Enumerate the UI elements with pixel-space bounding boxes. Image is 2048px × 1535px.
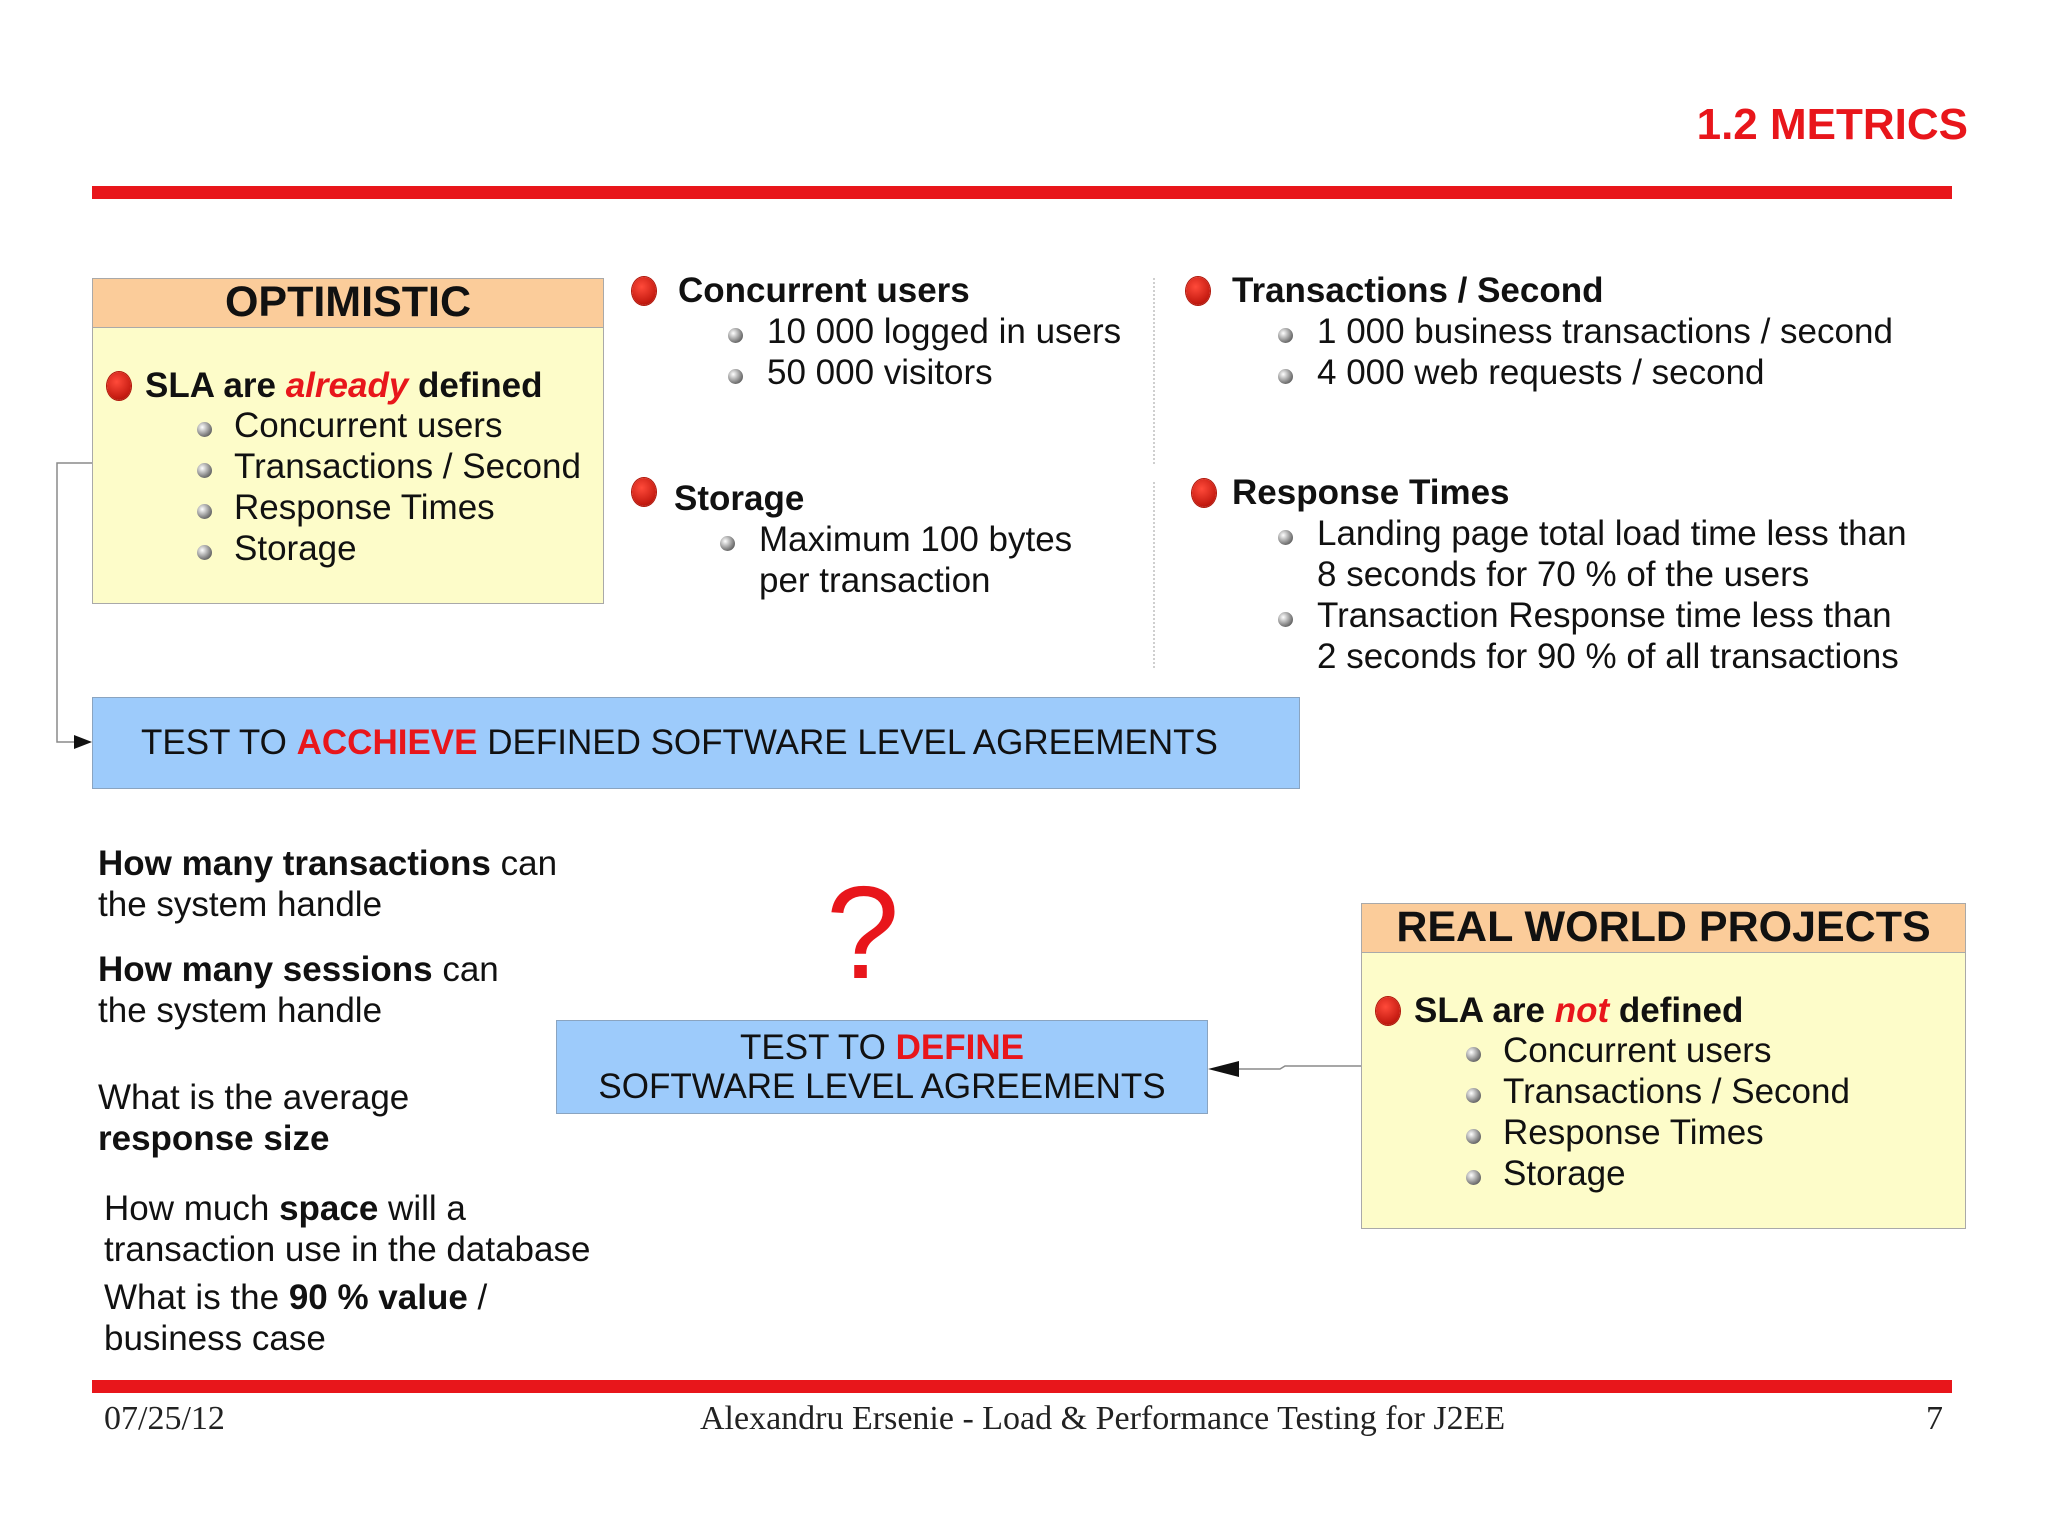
slide-title: 1.2 METRICS — [1696, 100, 1968, 149]
transactions-heading: Transactions / Second — [1232, 271, 1604, 310]
gray-bullet-icon — [1278, 369, 1293, 384]
list-item: Storage — [197, 528, 581, 569]
optimistic-box — [92, 278, 604, 604]
connector-arrow-achieve — [40, 455, 100, 755]
column-separator — [1153, 482, 1155, 668]
optimistic-sla-line: SLA are already defined — [107, 365, 543, 406]
gray-bullet-icon — [728, 369, 743, 384]
gray-bullet-icon — [1466, 1088, 1481, 1103]
optimistic-heading: OPTIMISTIC — [93, 279, 603, 328]
red-bullet-icon — [1192, 479, 1216, 507]
red-bullet-icon — [632, 277, 656, 305]
footer-date: 07/25/12 — [104, 1400, 225, 1437]
connector-arrow-define — [1205, 1050, 1365, 1080]
gray-bullet-icon — [1466, 1129, 1481, 1144]
list-item: Concurrent users — [1466, 1030, 1850, 1071]
red-bullet-icon — [1376, 997, 1400, 1025]
red-bullet-icon — [632, 478, 656, 506]
define-banner: TEST TO DEFINE SOFTWARE LEVEL AGREEMENTS — [556, 1020, 1208, 1114]
question-mark: ? — [826, 859, 900, 1006]
gray-bullet-icon — [197, 422, 212, 437]
gray-bullet-icon — [197, 545, 212, 560]
response-times-heading: Response Times — [1232, 473, 1510, 512]
column-separator — [1153, 278, 1155, 464]
list-item: Landing page total load time less than — [1278, 513, 1907, 554]
red-bullet-icon — [107, 372, 131, 400]
list-item: Transactions / Second — [1466, 1071, 1850, 1112]
list-item-continuation: per transaction — [759, 561, 991, 600]
top-divider — [92, 186, 1952, 199]
gray-bullet-icon — [197, 504, 212, 519]
real-world-sla-line: SLA are not defined — [1376, 990, 1743, 1031]
list-item: Maximum 100 bytes — [720, 519, 1072, 560]
gray-bullet-icon — [720, 536, 735, 551]
list-item: Response Times — [197, 487, 581, 528]
gray-bullet-icon — [1466, 1047, 1481, 1062]
response-times-section — [1192, 472, 1907, 677]
list-item: 4 000 web requests / second — [1278, 352, 1893, 393]
question-3: What is the average response size — [98, 1078, 410, 1158]
gray-bullet-icon — [197, 463, 212, 478]
question-2: How many sessions can the system handle — [98, 950, 499, 1030]
question-4: How much space will a transaction use in the database — [104, 1189, 591, 1269]
storage-section — [632, 478, 1072, 601]
bottom-divider — [92, 1380, 1952, 1393]
question-5: What is the 90 % value / business case — [104, 1278, 488, 1358]
list-item: 50 000 visitors — [728, 352, 1121, 393]
storage-heading: Storage — [674, 479, 805, 518]
concurrent-users-section — [632, 270, 1121, 393]
list-item-continuation: 2 seconds for 90 % of all transactions — [1317, 637, 1899, 676]
list-item: Transaction Response time less than — [1278, 595, 1907, 636]
footer-title: Alexandru Ersenie - Load & Performance Testing for J2EE — [700, 1400, 1506, 1437]
list-item-continuation: 8 seconds for 70 % of the users — [1317, 555, 1810, 594]
transactions-section — [1186, 270, 1893, 393]
list-item: Concurrent users — [197, 405, 581, 446]
footer-page-number: 7 — [1926, 1400, 1943, 1437]
concurrent-users-heading: Concurrent users — [678, 271, 970, 310]
gray-bullet-icon — [1466, 1170, 1481, 1185]
real-world-list — [1466, 1030, 1850, 1194]
red-bullet-icon — [1186, 277, 1210, 305]
gray-bullet-icon — [728, 328, 743, 343]
question-1: How many transactions can the system handle — [98, 844, 558, 924]
optimistic-list — [197, 405, 581, 569]
real-world-box — [1361, 903, 1966, 1229]
define-emphasis: DEFINE — [895, 1028, 1024, 1067]
gray-bullet-icon — [1278, 612, 1293, 627]
gray-bullet-icon — [1278, 530, 1293, 545]
achieve-banner: TEST TO ACCHIEVE DEFINED SOFTWARE LEVEL AGREEMENTS — [92, 697, 1300, 789]
list-item: Response Times — [1466, 1112, 1850, 1153]
list-item: Transactions / Second — [197, 446, 581, 487]
list-item: 10 000 logged in users — [728, 311, 1121, 352]
list-item: 1 000 business transactions / second — [1278, 311, 1893, 352]
list-item: Storage — [1466, 1153, 1850, 1194]
real-world-heading: REAL WORLD PROJECTS — [1362, 904, 1965, 953]
gray-bullet-icon — [1278, 328, 1293, 343]
achieve-emphasis: ACCHIEVE — [296, 723, 478, 762]
